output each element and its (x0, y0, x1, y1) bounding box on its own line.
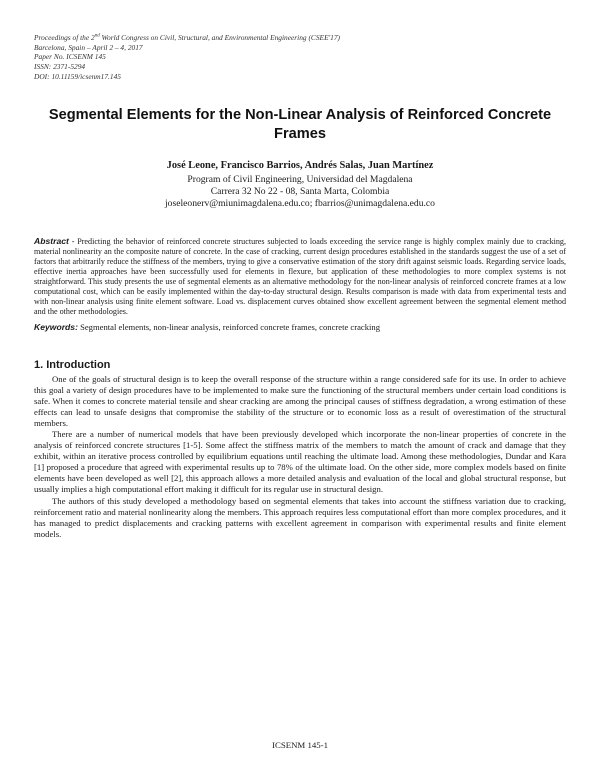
author-emails: joseleonerv@miunimagdalena.edu.co; fbarrios@unimagdalena.edu.co (165, 198, 435, 209)
paragraph: There are a number of numerical models that have been previously developed which incorporate the non-linear properties of concrete in the analysis of reinforced concrete structures [1-5]. Some affect the stiffness matrix of the members to match the amount of crack and damage that they exhibit, within an iterative process controlled by equilibrium equations until reaching the ultimate load. Among these methodologies, Dundar and Kara [1] proposed a procedure that agreed with experimental results up to 78% of the ultimate load. On the other side, more complex models based on finite elements have been developed as well [2], this approach allows a more detailed analysis and evaluation of the local and global structural response, but usually implies a high computational effort making it difficult for its regular use in structural design. (34, 429, 566, 495)
paragraph: The authors of this study developed a methodology based on segmental elements that takes into account the stiffness variation due to cracking, reinforcement ratio and material nonlinearity along the members. This approach requires less computational effort than more complex procedures, and it has managed to predict displacements and cracking patterns with excellent agreement in comparison with experimental results and finite element models. (34, 495, 566, 539)
issn: ISSN: 2371-5294 (34, 62, 86, 72)
section-heading-introduction: 1. Introduction (34, 359, 111, 371)
doi: DOI: 10.11159/icsenm17.145 (34, 71, 121, 81)
keywords (34, 322, 566, 333)
introduction-body (34, 374, 566, 540)
author-list: José Leone, Francisco Barrios, Andrés Salas, Juan Martínez (166, 160, 434, 171)
proceedings-line: Proceedings of the 2nd World Congress on Civil, Structural, and Environmental Engineering (CSEE'17) (34, 33, 341, 42)
paragraph: One of the goals of structural design is to keep the overall response of the structure within a range considered safe for its use. In order to achieve this goal a variety of design procedures have to be implemented to make sure the functioning of the structural members under certain load conditions is safe. When it comes to concrete material tensile and shear cracking are among the principal causes of stiffness degradation, a wrong estimation of these effects can lead to unsafe designs that compromise the stability of the structure or to economic loss as a result of overestimation of the structural members. (34, 374, 566, 429)
paper-number: Paper No. ICSENM 145 (34, 52, 106, 62)
conference-location: Barcelona, Spain – April 2 – 4, 2017 (34, 42, 143, 52)
abstract (34, 236, 566, 317)
affiliation-address: Carrera 32 No 22 - 08, Santa Marta, Colombia (210, 186, 390, 197)
keywords-label: Keywords: (34, 322, 78, 332)
page-footer: ICSENM 145-1 (272, 740, 328, 750)
keywords-text: Segmental elements, non-linear analysis, reinforced concrete frames, concrete cracking (77, 322, 381, 332)
affiliation-program: Program of Civil Engineering, Universidad del Magdalena (187, 174, 413, 185)
paper-title: Segmental Elements for the Non-Linear Analysis of Reinforced Concrete Frames (48, 107, 552, 142)
proceedings-header (34, 33, 454, 82)
abstract-text: - Predicting the behavior of reinforced concrete structures subjected to loads exceeding the service range is highly complex mainly due to cracking, material nonlinearity an the composite nature of concrete. In the case of cracking, current design procedures established in the standards suggest the use of a set of factors that arbitrarily reduce the stiffness of the members, trying to give a conservative estimation of the story drift against seismic loads. Regarding service loads, effective inertia approaches have been successfully used for elements in flexure, but application of these methodologies to more complex systems is not straightforward. This study presents the use of segmental elements as an alternative methodology for the non-linear analysis of reinforced concrete frames at a low computational cost, which can be easily implemented within the day-to-day structural design. Results comparison is made with data from experimental tests and with non-linear analysis using finite element software. Load vs. displacement curves obtained show excellent agreement between the segmental element method and the other methodologies. (34, 237, 566, 317)
abstract-label: Abstract (34, 236, 69, 246)
